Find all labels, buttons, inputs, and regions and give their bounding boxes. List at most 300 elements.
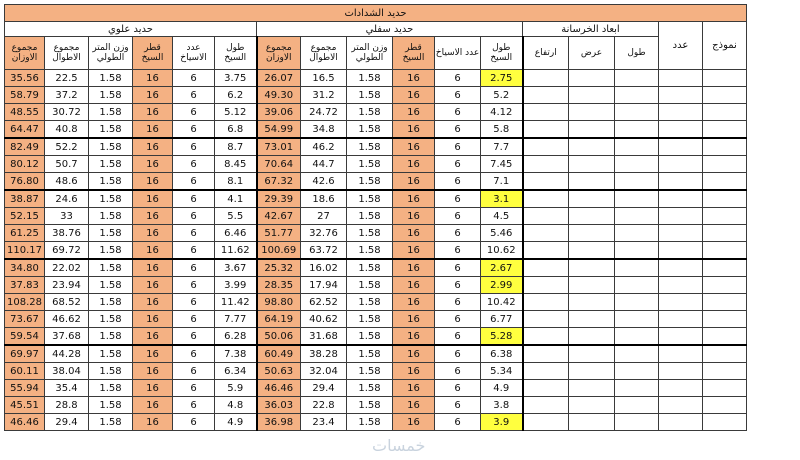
- table-cell: [659, 277, 703, 294]
- table-cell: 16: [393, 121, 435, 139]
- table-cell: 16: [133, 259, 173, 277]
- table-cell: 37.83: [5, 277, 45, 294]
- table-cell: 6: [435, 294, 481, 311]
- table-cell: [659, 363, 703, 380]
- watermark: خمسات: [372, 436, 426, 455]
- table-cell: [615, 311, 659, 328]
- table-cell: [703, 70, 747, 87]
- table-cell: [569, 277, 615, 294]
- table-cell: [569, 104, 615, 121]
- table-cell: 16.5: [301, 70, 347, 87]
- table-cell: 16: [133, 414, 173, 431]
- table-cell: 30.72: [45, 104, 89, 121]
- table-cell: 80.12: [5, 156, 45, 173]
- table-cell: [569, 397, 615, 414]
- table-cell: 4.12: [481, 104, 523, 121]
- table-cell: 7.45: [481, 156, 523, 173]
- table-cell: 38.76: [45, 225, 89, 242]
- col-header: طول السيخ: [215, 37, 257, 70]
- table-cell: 52.15: [5, 208, 45, 225]
- table-cell: 6: [435, 380, 481, 397]
- table-cell: 1.58: [347, 397, 393, 414]
- table-cell: [703, 121, 747, 139]
- count-header: عدد: [659, 22, 703, 70]
- table-cell: 1.58: [347, 156, 393, 173]
- table-cell: 5.5: [215, 208, 257, 225]
- table-cell: [659, 294, 703, 311]
- table-cell: 16: [133, 173, 173, 191]
- table-cell: 32.04: [301, 363, 347, 380]
- table-row: [5, 225, 747, 242]
- table-cell: [615, 294, 659, 311]
- table-cell: [659, 380, 703, 397]
- table-cell: 55.94: [5, 380, 45, 397]
- table-cell: 6: [435, 156, 481, 173]
- table-cell: 5.9: [215, 380, 257, 397]
- col-header: عرض: [569, 37, 615, 70]
- table-cell: 25.32: [257, 259, 301, 277]
- table-cell: [659, 87, 703, 104]
- table-cell: [659, 208, 703, 225]
- table-cell: [615, 190, 659, 208]
- table-cell: 23.94: [45, 277, 89, 294]
- table-cell: 44.7: [301, 156, 347, 173]
- table-cell: [523, 397, 569, 414]
- table-cell: [615, 138, 659, 156]
- group-lower-rebar: حديد سفلي: [257, 22, 523, 37]
- table-row: [5, 208, 747, 225]
- table-cell: 6.77: [481, 311, 523, 328]
- table-cell: 51.77: [257, 225, 301, 242]
- table-cell: 1.58: [89, 156, 133, 173]
- group-concrete-dims: ابعاد الخرسانة: [523, 22, 659, 37]
- table-cell: 1.58: [89, 87, 133, 104]
- col-header: مجموع الاوزان: [257, 37, 301, 70]
- col-header: ارتفاع: [523, 37, 569, 70]
- table-cell: 29.4: [301, 380, 347, 397]
- table-cell: 1.58: [347, 345, 393, 363]
- table-cell: [523, 414, 569, 431]
- table-cell: 36.03: [257, 397, 301, 414]
- table-cell: 39.06: [257, 104, 301, 121]
- table-cell: 1.58: [89, 414, 133, 431]
- table-cell: [523, 87, 569, 104]
- table-cell: [523, 311, 569, 328]
- table-cell: 27: [301, 208, 347, 225]
- table-cell: 6: [173, 70, 215, 87]
- table-cell: 11.42: [215, 294, 257, 311]
- table-cell: 46.62: [45, 311, 89, 328]
- table-cell: [523, 380, 569, 397]
- table-cell: 16: [393, 345, 435, 363]
- table-cell: 1.58: [347, 311, 393, 328]
- table-cell: 16: [133, 277, 173, 294]
- col-header: طول السيخ: [481, 37, 523, 70]
- table-cell: 26.07: [257, 70, 301, 87]
- table-cell: [703, 294, 747, 311]
- table-cell: 6: [435, 311, 481, 328]
- table-cell: 6: [173, 311, 215, 328]
- table-cell: [703, 242, 747, 260]
- table-cell: [615, 87, 659, 104]
- table-cell: 38.87: [5, 190, 45, 208]
- table-cell: 8.1: [215, 173, 257, 191]
- table-cell: 6: [173, 208, 215, 225]
- table-cell: [703, 380, 747, 397]
- table-cell: 22.5: [45, 70, 89, 87]
- table-cell: 16: [393, 138, 435, 156]
- table-cell: 54.99: [257, 121, 301, 139]
- table-cell: [569, 208, 615, 225]
- table-cell: 6: [173, 173, 215, 191]
- table-cell: 1.58: [347, 380, 393, 397]
- table-cell: 1.58: [89, 380, 133, 397]
- table-cell: 6: [435, 208, 481, 225]
- col-header: وزن المتر الطولي: [347, 37, 393, 70]
- table-row: [5, 311, 747, 328]
- table-cell: 5.2: [481, 87, 523, 104]
- table-cell: 44.28: [45, 345, 89, 363]
- table-cell: 60.49: [257, 345, 301, 363]
- table-cell: 59.54: [5, 328, 45, 346]
- table-row: [5, 242, 747, 260]
- table-cell: 6: [173, 345, 215, 363]
- table-cell: 1.58: [89, 190, 133, 208]
- table-cell: [523, 138, 569, 156]
- table-cell: 23.4: [301, 414, 347, 431]
- table-cell: 1.58: [347, 138, 393, 156]
- table-cell: [569, 138, 615, 156]
- table-cell: 16: [133, 70, 173, 87]
- table-cell: 69.97: [5, 345, 45, 363]
- table-cell: 1.58: [89, 104, 133, 121]
- table-cell: 46.46: [5, 414, 45, 431]
- table-cell: 8.45: [215, 156, 257, 173]
- table-cell: [569, 311, 615, 328]
- table-cell: 1.58: [89, 277, 133, 294]
- table-cell: [523, 363, 569, 380]
- table-cell: 1.58: [347, 121, 393, 139]
- table-cell: [523, 294, 569, 311]
- table-cell: [703, 397, 747, 414]
- group-upper-rebar: حديد علوي: [5, 22, 257, 37]
- table-row: [5, 156, 747, 173]
- table-cell: 6: [435, 397, 481, 414]
- table-cell: 18.6: [301, 190, 347, 208]
- table-cell: 6.46: [215, 225, 257, 242]
- table-cell: [523, 70, 569, 87]
- table-cell: 16: [393, 380, 435, 397]
- table-cell: [659, 104, 703, 121]
- table-cell: [569, 380, 615, 397]
- table-cell: 6: [173, 87, 215, 104]
- table-cell: 16: [133, 242, 173, 260]
- table-cell: 46.46: [257, 380, 301, 397]
- table-cell: 24.6: [45, 190, 89, 208]
- table-cell: 1.58: [347, 363, 393, 380]
- table-cell: [659, 328, 703, 346]
- table-cell: [569, 225, 615, 242]
- table-cell: 45.51: [5, 397, 45, 414]
- table-cell: 7.38: [215, 345, 257, 363]
- table-cell: 1.58: [347, 190, 393, 208]
- table-cell: 6: [435, 363, 481, 380]
- table-cell: [569, 294, 615, 311]
- col-header: طول: [615, 37, 659, 70]
- rebar-table: [4, 4, 747, 431]
- table-cell: 5.34: [481, 363, 523, 380]
- table-cell: 1.58: [89, 345, 133, 363]
- table-cell: 61.25: [5, 225, 45, 242]
- table-cell: [523, 242, 569, 260]
- table-cell: 68.52: [45, 294, 89, 311]
- table-cell: 6: [435, 121, 481, 139]
- table-cell: 31.68: [301, 328, 347, 346]
- col-header: مجموع الاطوال: [45, 37, 89, 70]
- table-cell: 34.8: [301, 121, 347, 139]
- table-cell: 16: [393, 156, 435, 173]
- table-cell: [615, 363, 659, 380]
- table-cell: [659, 311, 703, 328]
- table-cell: 16.02: [301, 259, 347, 277]
- table-title: حديد الشدادات: [5, 5, 747, 22]
- table-cell: 60.11: [5, 363, 45, 380]
- table-cell: 29.39: [257, 190, 301, 208]
- table-row: [5, 173, 747, 191]
- table-row: [5, 363, 747, 380]
- table-cell: [659, 345, 703, 363]
- table-cell: 3.9: [481, 414, 523, 431]
- table-cell: [615, 345, 659, 363]
- table-cell: [569, 328, 615, 346]
- table-cell: [615, 328, 659, 346]
- table-cell: [523, 121, 569, 139]
- table-cell: [659, 397, 703, 414]
- table-row: [5, 259, 747, 277]
- table-cell: 42.6: [301, 173, 347, 191]
- table-cell: [569, 87, 615, 104]
- col-header: عدد الاسياخ: [435, 37, 481, 70]
- table-cell: 22.8: [301, 397, 347, 414]
- table-cell: [523, 328, 569, 346]
- table-cell: 6: [435, 259, 481, 277]
- table-cell: 24.72: [301, 104, 347, 121]
- table-cell: 6: [173, 121, 215, 139]
- table-cell: [703, 277, 747, 294]
- table-cell: 16: [393, 70, 435, 87]
- table-cell: 6: [173, 156, 215, 173]
- table-cell: 1.58: [89, 242, 133, 260]
- table-cell: 6: [435, 138, 481, 156]
- table-cell: 8.7: [215, 138, 257, 156]
- table-cell: 35.56: [5, 70, 45, 87]
- table-cell: 1.58: [89, 311, 133, 328]
- table-cell: 2.75: [481, 70, 523, 87]
- table-cell: 10.62: [481, 242, 523, 260]
- table-cell: 1.58: [89, 225, 133, 242]
- table-cell: 1.58: [347, 208, 393, 225]
- table-cell: 69.72: [45, 242, 89, 260]
- table-cell: [523, 225, 569, 242]
- table-cell: 6: [435, 277, 481, 294]
- table-cell: [569, 242, 615, 260]
- col-header: مجموع الاطوال: [301, 37, 347, 70]
- table-cell: 50.63: [257, 363, 301, 380]
- table-cell: [569, 345, 615, 363]
- table-cell: 1.58: [347, 70, 393, 87]
- table-cell: 16: [133, 294, 173, 311]
- table-cell: 5.12: [215, 104, 257, 121]
- table-cell: [615, 104, 659, 121]
- table-cell: 67.32: [257, 173, 301, 191]
- table-cell: 10.42: [481, 294, 523, 311]
- table-cell: [659, 242, 703, 260]
- table-cell: 28.35: [257, 277, 301, 294]
- table-cell: 6: [173, 380, 215, 397]
- table-cell: 4.8: [215, 397, 257, 414]
- table-cell: [615, 156, 659, 173]
- table-cell: 49.30: [257, 87, 301, 104]
- table-row: [5, 70, 747, 87]
- table-cell: 62.52: [301, 294, 347, 311]
- table-cell: 3.99: [215, 277, 257, 294]
- table-cell: 1.58: [347, 242, 393, 260]
- col-header: قطر السيخ: [393, 37, 435, 70]
- table-cell: 76.80: [5, 173, 45, 191]
- table-cell: 1.58: [347, 277, 393, 294]
- table-cell: 38.04: [45, 363, 89, 380]
- table-cell: 16: [133, 208, 173, 225]
- table-cell: 1.58: [347, 328, 393, 346]
- table-cell: [659, 121, 703, 139]
- table-cell: [569, 414, 615, 431]
- col-header: وزن المتر الطولي: [89, 37, 133, 70]
- table-cell: [569, 173, 615, 191]
- table-cell: 1.58: [347, 259, 393, 277]
- table-cell: [659, 414, 703, 431]
- table-cell: 16: [133, 380, 173, 397]
- table-cell: 6: [173, 277, 215, 294]
- table-row: [5, 190, 747, 208]
- table-cell: [703, 259, 747, 277]
- table-cell: [703, 104, 747, 121]
- table-cell: 6: [173, 190, 215, 208]
- table-cell: 1.58: [89, 363, 133, 380]
- table-cell: 28.8: [45, 397, 89, 414]
- table-row: [5, 397, 747, 414]
- table-cell: 63.72: [301, 242, 347, 260]
- table-cell: [523, 277, 569, 294]
- table-cell: 6: [435, 414, 481, 431]
- table-cell: 16: [393, 190, 435, 208]
- table-cell: [615, 242, 659, 260]
- table-cell: [569, 70, 615, 87]
- table-cell: 1.58: [347, 294, 393, 311]
- table-cell: [569, 190, 615, 208]
- table-cell: 40.8: [45, 121, 89, 139]
- table-cell: 11.62: [215, 242, 257, 260]
- table-cell: 64.19: [257, 311, 301, 328]
- table-cell: 16: [133, 104, 173, 121]
- table-cell: [659, 190, 703, 208]
- table-cell: 31.2: [301, 87, 347, 104]
- table-cell: 3.75: [215, 70, 257, 87]
- table-cell: [615, 173, 659, 191]
- table-cell: 16: [393, 328, 435, 346]
- table-cell: 6.38: [481, 345, 523, 363]
- table-row: [5, 138, 747, 156]
- table-cell: 6: [173, 225, 215, 242]
- table-cell: 1.58: [89, 70, 133, 87]
- table-cell: 1.58: [89, 259, 133, 277]
- table-cell: 1.58: [89, 173, 133, 191]
- table-cell: 16: [133, 345, 173, 363]
- table-cell: [615, 380, 659, 397]
- table-cell: [703, 190, 747, 208]
- table-cell: 37.2: [45, 87, 89, 104]
- table-cell: 1.58: [89, 208, 133, 225]
- table-cell: 110.17: [5, 242, 45, 260]
- table-cell: 1.58: [89, 294, 133, 311]
- table-row: [5, 277, 747, 294]
- table-cell: 16: [133, 121, 173, 139]
- table-cell: [703, 311, 747, 328]
- table-cell: 3.1: [481, 190, 523, 208]
- table-cell: 1.58: [347, 414, 393, 431]
- table-cell: 16: [133, 363, 173, 380]
- table-cell: 16: [393, 277, 435, 294]
- table-cell: 6: [435, 242, 481, 260]
- table-cell: 2.67: [481, 259, 523, 277]
- table-cell: 58.79: [5, 87, 45, 104]
- table-cell: [703, 208, 747, 225]
- table-cell: 3.8: [481, 397, 523, 414]
- table-cell: 5.46: [481, 225, 523, 242]
- table-cell: 33: [45, 208, 89, 225]
- table-cell: 4.1: [215, 190, 257, 208]
- table-cell: 6: [173, 363, 215, 380]
- table-cell: 6: [435, 328, 481, 346]
- col-header: مجموع الاوزان: [5, 37, 45, 70]
- table-row: [5, 380, 747, 397]
- table-cell: 50.06: [257, 328, 301, 346]
- table-cell: 16: [393, 397, 435, 414]
- table-cell: [523, 190, 569, 208]
- table-cell: 1.58: [347, 173, 393, 191]
- table-cell: 6: [435, 345, 481, 363]
- table-cell: 6.8: [215, 121, 257, 139]
- table-cell: [523, 208, 569, 225]
- table-cell: [615, 277, 659, 294]
- table-cell: 37.68: [45, 328, 89, 346]
- table-cell: 6: [173, 294, 215, 311]
- table-cell: 16: [393, 104, 435, 121]
- table-cell: [615, 121, 659, 139]
- table-cell: 16: [393, 173, 435, 191]
- table-cell: 108.28: [5, 294, 45, 311]
- table-cell: 6: [435, 173, 481, 191]
- table-cell: 6: [173, 397, 215, 414]
- table-cell: 52.2: [45, 138, 89, 156]
- table-cell: 1.58: [347, 225, 393, 242]
- table-cell: 6: [435, 225, 481, 242]
- table-row: [5, 328, 747, 346]
- table-cell: 4.9: [215, 414, 257, 431]
- table-cell: 3.67: [215, 259, 257, 277]
- table-cell: 42.67: [257, 208, 301, 225]
- table-cell: 6.34: [215, 363, 257, 380]
- table-row: [5, 414, 747, 431]
